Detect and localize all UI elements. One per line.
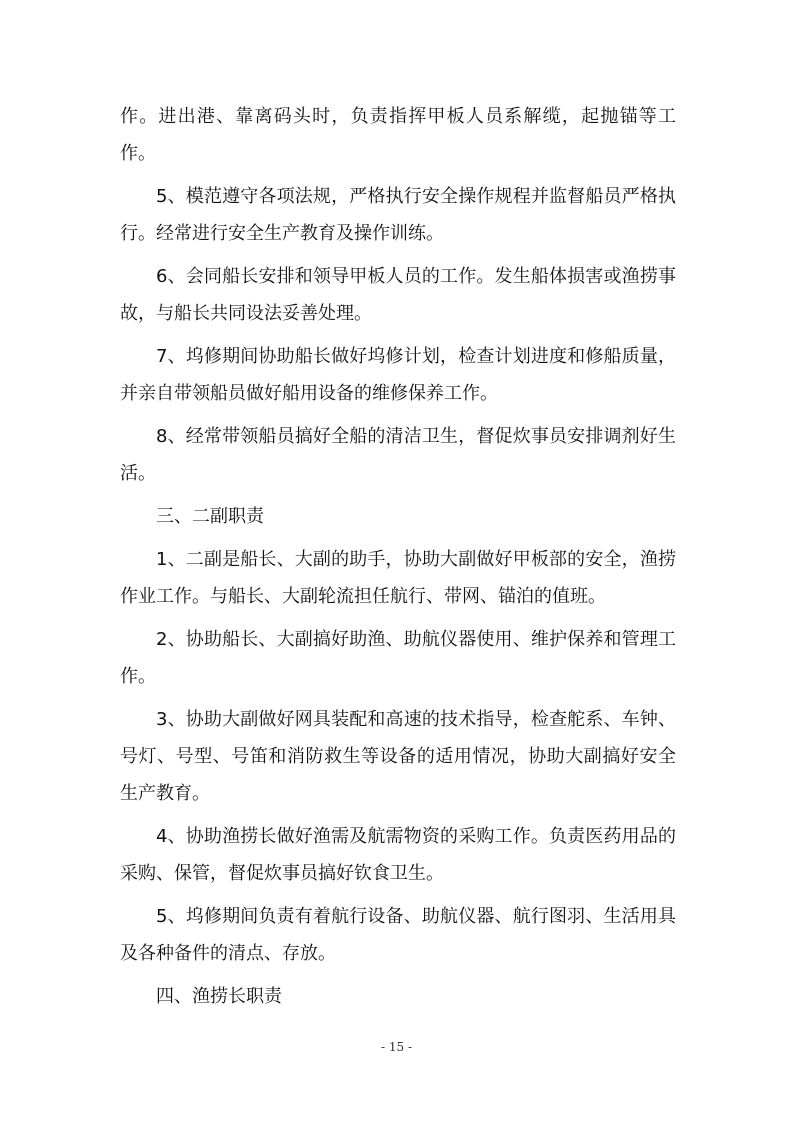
section-heading-second-mate: 三、二副职责 (156, 506, 264, 527)
paragraph-item-1: 1、二副是船长、大副的助手，协助大副做好甲板部的安全，渔捞作业工作。与船长、大副轮流担任航行、带网、锚泊的值班。 (120, 549, 676, 607)
paragraph-item-8: 8、经常带领船员搞好全船的清洁卫生，督促炊事员安排调剂好生活。 (120, 426, 676, 484)
paragraph-item-5b: 5、坞修期间负责有着航行设备、助航仪器、航行图羽、生活用具及各种备件的清点、存放。 (120, 906, 676, 964)
paragraph-item-5: 5、模范遵守各项法规，严格执行安全操作规程并监督船员严格执行。经常进行安全生产教育及操作训练。 (120, 186, 676, 244)
paragraph-item-7: 7、坞修期间协助船长做好坞修计划，检查计划进度和修船质量，并亲自带领船员做好船用设备的维修保养工作。 (120, 346, 676, 404)
paragraph-item-6: 6、会同船长安排和领导甲板人员的工作。发生船体损害或渔捞事故，与船长共同设法妥善处理。 (120, 266, 676, 324)
paragraph-continuation: 作。进出港、靠离码头时，负责指挥甲板人员系解缆，起抛锚等工作。 (120, 106, 676, 164)
document-body (120, 98, 676, 1021)
paragraph-item-3: 3、协助大副做好网具装配和高速的技术指导，检查舵系、车钟、号灯、号型、号笛和消防救生等设备的适用情况，协助大副搞好安全生产教育。 (120, 709, 676, 804)
page-number: - 15 - (380, 1040, 412, 1054)
paragraph-item-4: 4、协助渔捞长做好渔需及航需物资的采购工作。负责医药用品的采购、保管，督促炊事员搞好钦食卫生。 (120, 826, 676, 884)
paragraph-item-2: 2、协助船长、大副搞好助渔、助航仪器使用、维护保养和管理工作。 (120, 629, 676, 687)
section-heading-fishing-master: 四、渔捞长职责 (156, 986, 282, 1007)
